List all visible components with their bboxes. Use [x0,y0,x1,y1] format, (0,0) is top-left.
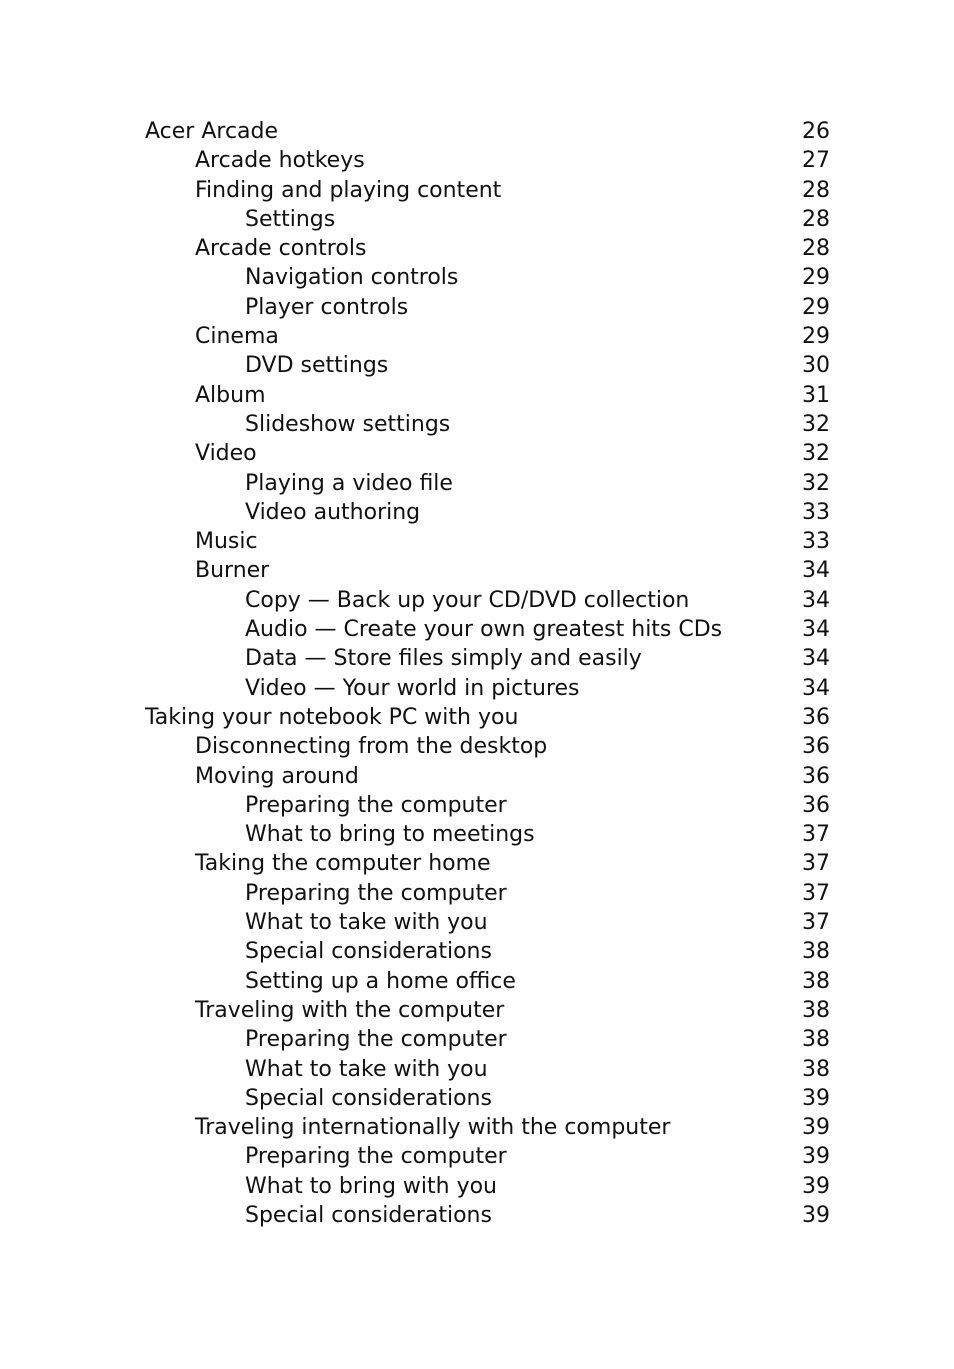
toc-entry-title: What to take with you [245,1056,488,1082]
toc-entry-title: Arcade controls [195,236,367,262]
toc-entry [145,937,830,966]
toc-entry-page-number: 32 [802,411,830,437]
toc-entry-page-number: 34 [802,617,830,643]
toc-entry-title: What to bring to meetings [245,822,535,848]
toc-entry [145,556,830,585]
toc-entry-page-number: 29 [802,265,830,291]
toc-entry-title: Taking the computer home [195,851,491,877]
toc-entry-page-number: 38 [802,997,830,1023]
toc-entry-page-number: 37 [802,910,830,936]
toc-entry [145,176,830,205]
toc-entry-page-number: 33 [802,499,830,525]
toc-entry [145,351,830,380]
toc-entry [145,703,830,732]
toc-entry-title: What to take with you [245,910,488,936]
toc-entry [145,1172,830,1201]
toc-entry-title: Video — Your world in pictures [245,675,580,701]
toc-entry-page-number: 31 [802,382,830,408]
toc-entry-page-number: 28 [802,177,830,203]
table-of-contents [145,117,830,1230]
toc-entry-title: Music [195,529,258,555]
toc-entry [145,322,830,351]
toc-entry-page-number: 34 [802,558,830,584]
toc-entry [145,1113,830,1142]
toc-entry-page-number: 38 [802,1056,830,1082]
toc-entry [145,1025,830,1054]
toc-entry-title: What to bring with you [245,1173,497,1199]
toc-entry [145,644,830,673]
toc-entry-page-number: 38 [802,968,830,994]
toc-entry-page-number: 34 [802,646,830,672]
toc-entry-title: Setting up a home office [245,968,516,994]
toc-entry-title: Player controls [245,294,409,320]
toc-entry-title: Preparing the computer [245,1144,507,1170]
toc-entry-page-number: 38 [802,939,830,965]
toc-entry-page-number: 39 [802,1144,830,1170]
toc-entry-title: Settings [245,206,336,232]
toc-entry [145,117,830,146]
toc-entry [145,586,830,615]
toc-entry [145,820,830,849]
toc-entry-page-number: 29 [802,294,830,320]
toc-entry-page-number: 36 [802,734,830,760]
toc-entry-title: Burner [195,558,270,584]
toc-entry-page-number: 33 [802,529,830,555]
toc-entry [145,381,830,410]
toc-entry-page-number: 32 [802,470,830,496]
toc-entry-title: Slideshow settings [245,411,451,437]
toc-entry-title: Preparing the computer [245,792,507,818]
toc-entry-page-number: 36 [802,763,830,789]
toc-entry-title: Navigation controls [245,265,459,291]
toc-entry-page-number: 38 [802,1027,830,1053]
toc-entry-page-number: 39 [802,1115,830,1141]
toc-entry-title: DVD settings [245,353,389,379]
toc-entry [145,263,830,292]
toc-entry-page-number: 37 [802,880,830,906]
toc-entry [145,498,830,527]
toc-entry-title: Preparing the computer [245,880,507,906]
toc-entry [145,849,830,878]
toc-entry-page-number: 37 [802,822,830,848]
toc-entry-page-number: 30 [802,353,830,379]
toc-entry-title: Audio — Create your own greatest hits CDs [245,617,723,643]
toc-entry [145,674,830,703]
toc-entry [145,879,830,908]
toc-entry-title: Traveling internationally with the computer [195,1115,671,1141]
toc-entry-title: Data — Store files simply and easily [245,646,642,672]
toc-entry-title: Acer Arcade [145,119,279,144]
toc-entry-page-number: 39 [802,1085,830,1111]
toc-entry-title: Copy — Back up your CD/DVD collection [245,587,690,613]
toc-entry [145,1084,830,1113]
toc-entry [145,1201,830,1230]
toc-entry-page-number: 32 [802,441,830,467]
toc-entry [145,996,830,1025]
toc-entry-page-number: 27 [802,148,830,174]
toc-entry-title: Disconnecting from the desktop [195,734,548,760]
toc-entry-title: Special considerations [245,939,492,965]
toc-entry [145,908,830,937]
toc-entry [145,293,830,322]
toc-entry-title: Preparing the computer [245,1027,507,1053]
toc-entry-title: Album [195,382,266,408]
toc-entry-title: Finding and playing content [195,177,502,203]
toc-entry [145,439,830,468]
toc-entry [145,791,830,820]
toc-entry-page-number: 36 [802,792,830,818]
toc-entry [145,1055,830,1084]
toc-entry [145,615,830,644]
toc-entry-title: Special considerations [245,1202,492,1228]
toc-entry [145,732,830,761]
toc-entry-title: Video authoring [245,499,421,525]
toc-entry-page-number: 36 [802,704,830,730]
toc-entry [145,410,830,439]
toc-entry [145,234,830,263]
toc-entry [145,469,830,498]
toc-entry-title: Special considerations [245,1085,492,1111]
toc-entry-page-number: 37 [802,851,830,877]
toc-entry-title: Traveling with the computer [195,997,505,1023]
toc-entry-page-number: 29 [802,324,830,350]
toc-entry [145,762,830,791]
toc-entry-title: Cinema [195,324,279,350]
toc-entry [145,527,830,556]
toc-entry-title: Moving around [195,763,359,789]
toc-entry-title: Video [195,441,257,467]
toc-entry-page-number: 28 [802,206,830,232]
toc-entry-page-number: 34 [802,675,830,701]
toc-entry [145,146,830,175]
toc-entry-title: Arcade hotkeys [195,148,365,174]
toc-entry [145,967,830,996]
toc-entry-page-number: 26 [802,119,830,144]
toc-entry-title: Taking your notebook PC with you [145,704,519,730]
toc-entry [145,205,830,234]
toc-entry-page-number: 39 [802,1173,830,1199]
toc-entry-page-number: 34 [802,587,830,613]
toc-entry-title: Playing a video file [245,470,453,496]
toc-entry-page-number: 39 [802,1202,830,1228]
toc-entry-page-number: 28 [802,236,830,262]
toc-entry [145,1142,830,1171]
